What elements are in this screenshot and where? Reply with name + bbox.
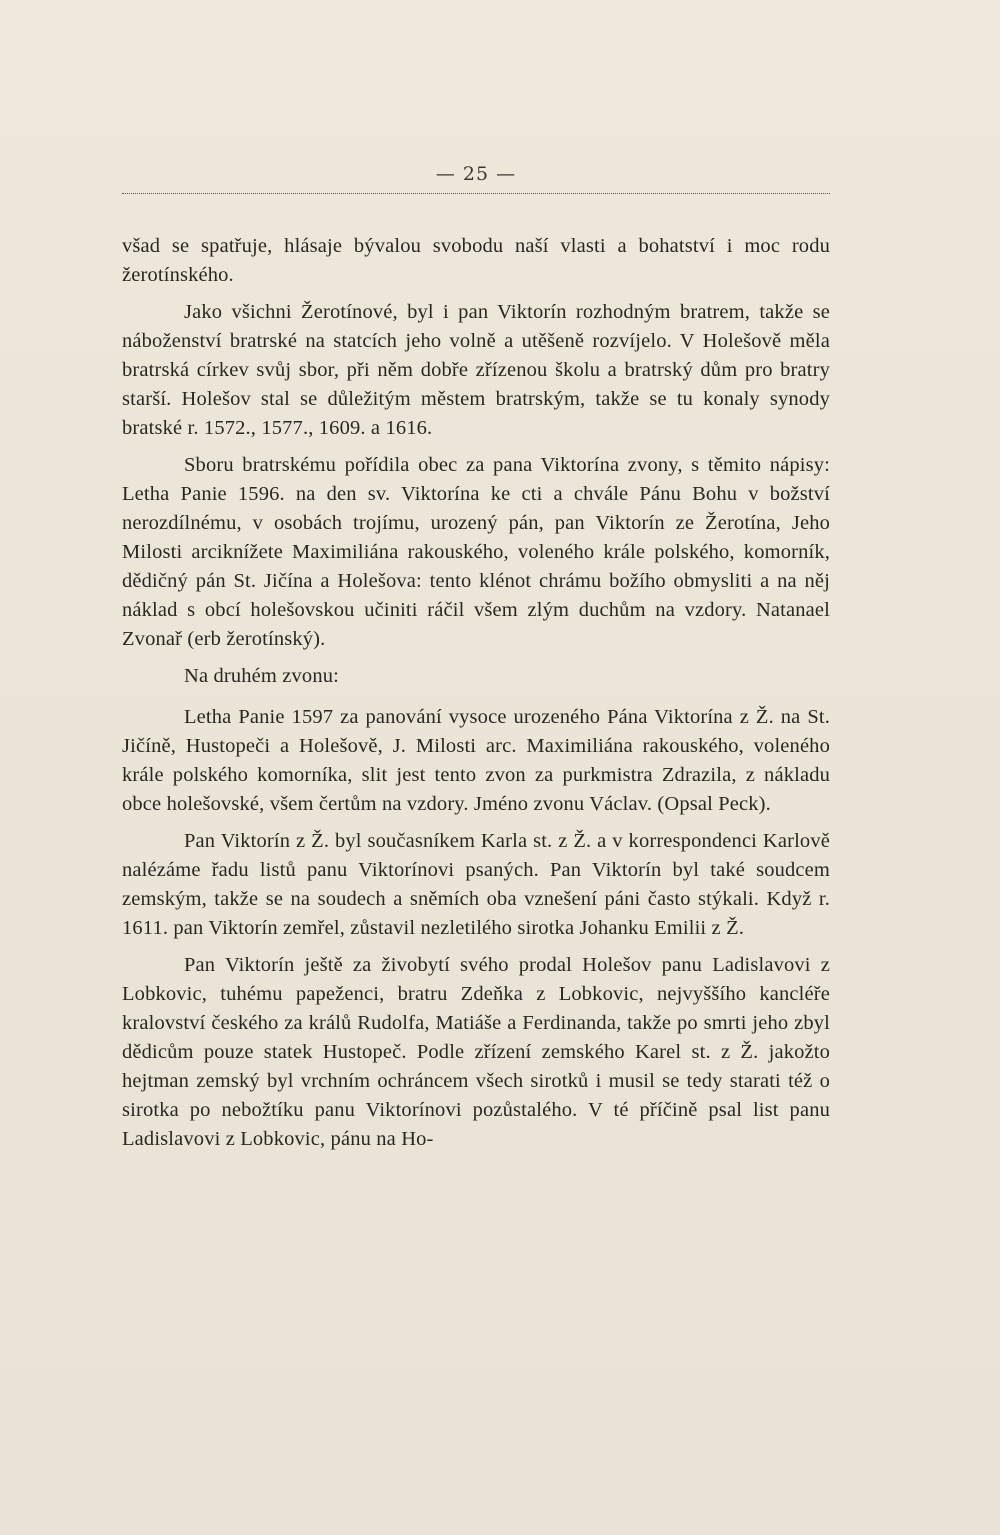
paragraph-6: Pan Viktorín z Ž. byl současníkem Karla st. z Ž. a v korrespondenci Karlově nalézáme řadu listů panu Viktorínovi psaných. Pan Viktorín byl také soudcem zemským, takže se na soudech a sněmích oba vznešení páni často stýkali. Když r. 1611. pan Viktorín zemřel, zůstavil nezletilého sirotka Johanku Emilii z Ž. <box>122 830 830 939</box>
paragraph-5: Letha Panie 1597 za panování vysoce urozeného Pána Viktorína z Ž. na St. Jičíně, Hustopeči a Holešově, J. Milosti arc. Maximiliána rakouského, voleného krále polského komorníka, slit jest tento zvon za purkmistra Zdrazila, z nákladu obce holešovské, všem čertům na vzdory. Jméno zvonu Václav. (Opsal Peck). <box>122 706 830 815</box>
page-body <box>122 232 830 1162</box>
paragraph-2: Jako všichni Žerotínové, byl i pan Viktorín rozhodným bratrem, takže se náboženství bratrské na statcích jeho volně a utěšeně rozvíjelo. V Holešově měla bratrská církev svůj sbor, při něm dobře zřízenou školu a bratrský dům pro bratry starší. Holešov stal se důležitým městem bratrským, takže se tu konaly synody bratské r. 1572., 1577., 1609. a 1616. <box>122 301 830 439</box>
paragraph-3: Sboru bratrskému pořídila obec za pana Viktorína zvony, s těmito nápisy: Letha Panie 1596. na den sv. Viktorína ke cti a chvále Pánu Bohu v božství nerozdílnému, v osobách trojímu, urozený pán, pan Viktorín ze Žerotína, Jeho Milosti arciknížete Maximiliána rakouského, voleného krále polského, komorník, dědičný pán St. Jičína a Holešova: tento klénot chrámu božího obmysliti a na něj náklad s obcí holešovskou učiniti ráčil všem zlým duchům na vzdory. Natanael Zvonař (erb žerotínský). <box>122 454 830 650</box>
paragraph-1: všad se spatřuje, hlásaje bývalou svobodu naší vlasti a bohatství i moc rodu žerotínského. <box>122 235 830 286</box>
header-dotted-rule <box>122 193 830 194</box>
page-number-header: — 25 — <box>435 163 517 185</box>
paragraph-4: Na druhém zvonu: <box>184 665 339 687</box>
paragraph-7: Pan Viktorín ještě za živobytí svého prodal Holešov panu Ladislavovi z Lobkovic, tuhému papeženci, bratru Zdeňka z Lobkovic, nejvyššího kancléře kralovství českého za králů Rudolfa, Matiáše a Ferdinanda, takže po smrti jeho zbyl dědicům pouze statek Hustopeč. Podle zřízení zemského Karel st. z Ž. jakožto hejtman zemský byl vrchním ochráncem všech sirotků i musil se tedy starati též o sirotka po nebožtíku panu Viktorínovi pozůstalého. V té příčině psal list panu Ladislavovi z Lobkovic, pánu na Ho- <box>122 954 830 1150</box>
